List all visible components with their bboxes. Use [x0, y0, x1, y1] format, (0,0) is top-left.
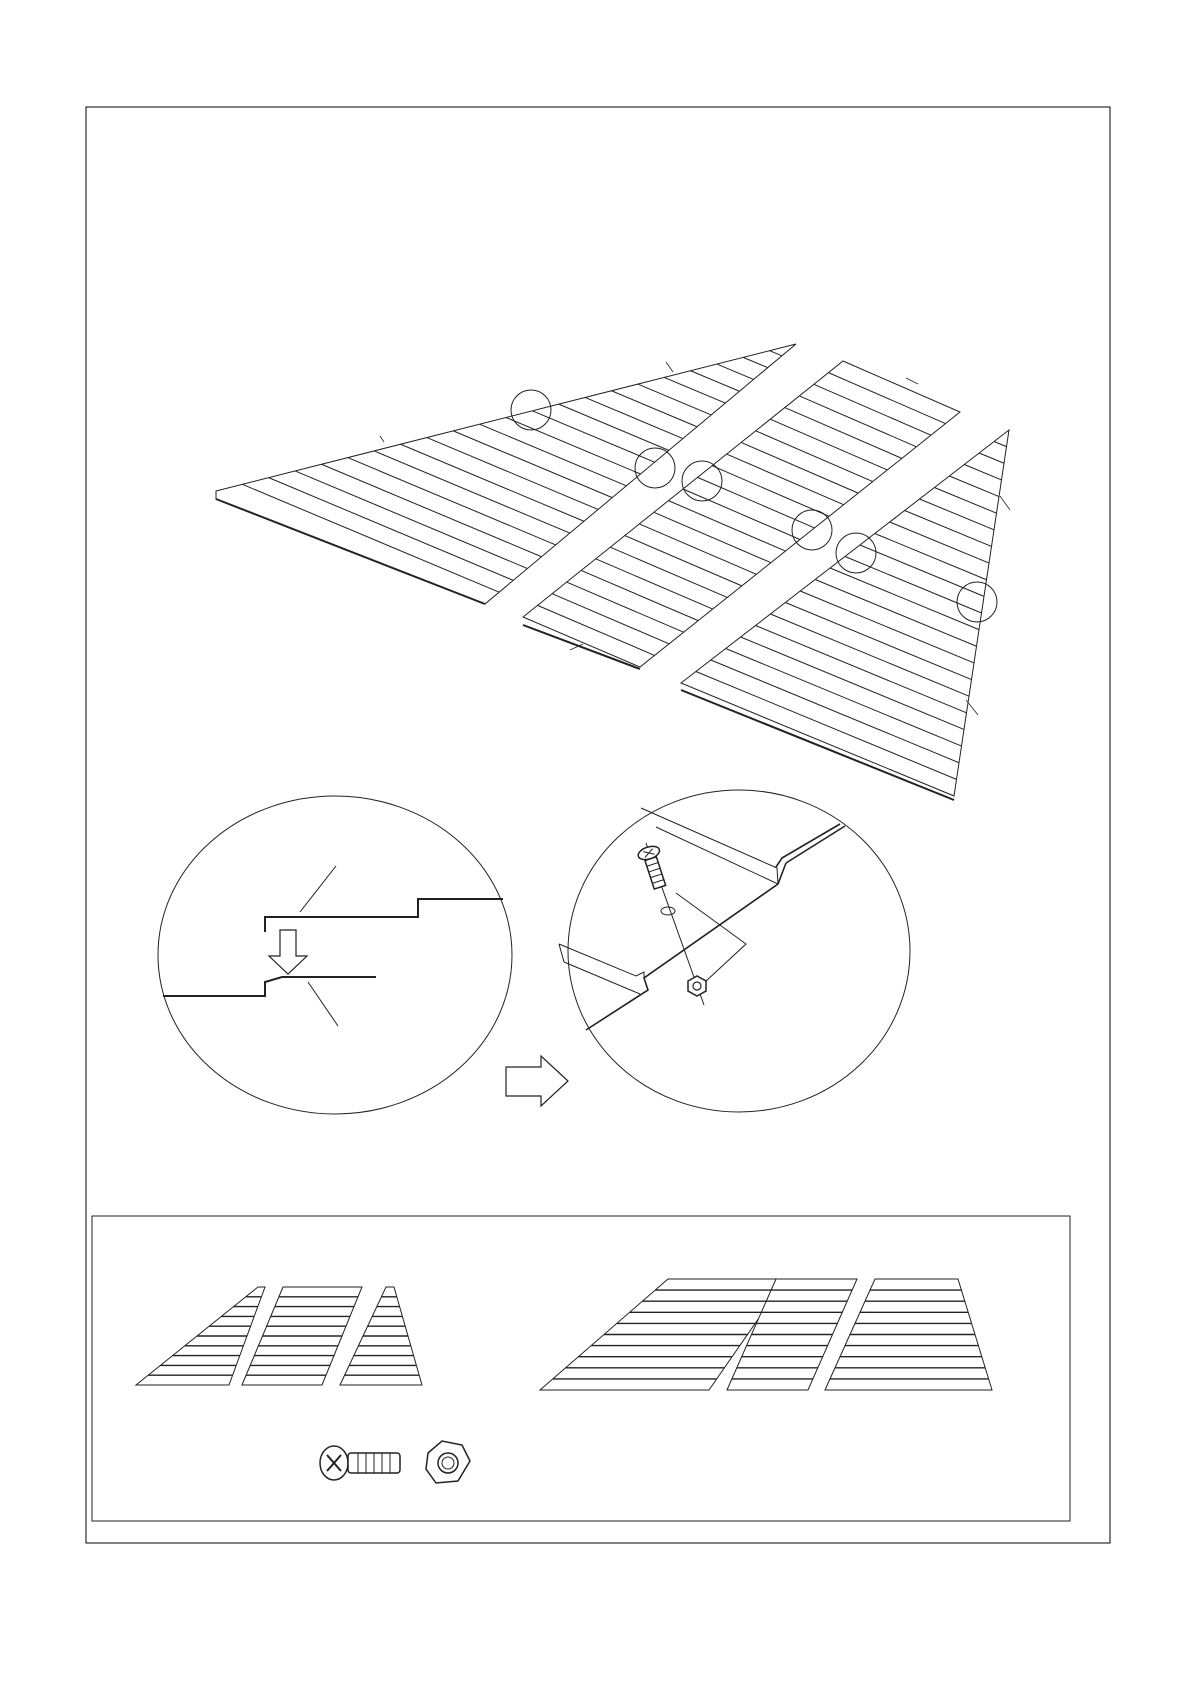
hex-nut-icon [688, 976, 706, 996]
screw-icon [320, 1446, 400, 1480]
right-arrow-icon [506, 1056, 568, 1106]
lower-board-profile [163, 977, 376, 996]
step-joint-detail [158, 796, 512, 1114]
hardware [320, 1441, 470, 1483]
large-panel-set [540, 1279, 992, 1390]
upper-board-profile [265, 899, 503, 932]
main-assembly [216, 344, 1010, 800]
hex-nut-icon [426, 1441, 470, 1483]
fastening-detail [559, 790, 910, 1112]
detail-circle-left [158, 796, 512, 1114]
screw-icon [637, 844, 671, 891]
down-arrow-icon [269, 930, 307, 974]
small-panel-set [136, 1287, 422, 1385]
parts-box [92, 1216, 1070, 1521]
